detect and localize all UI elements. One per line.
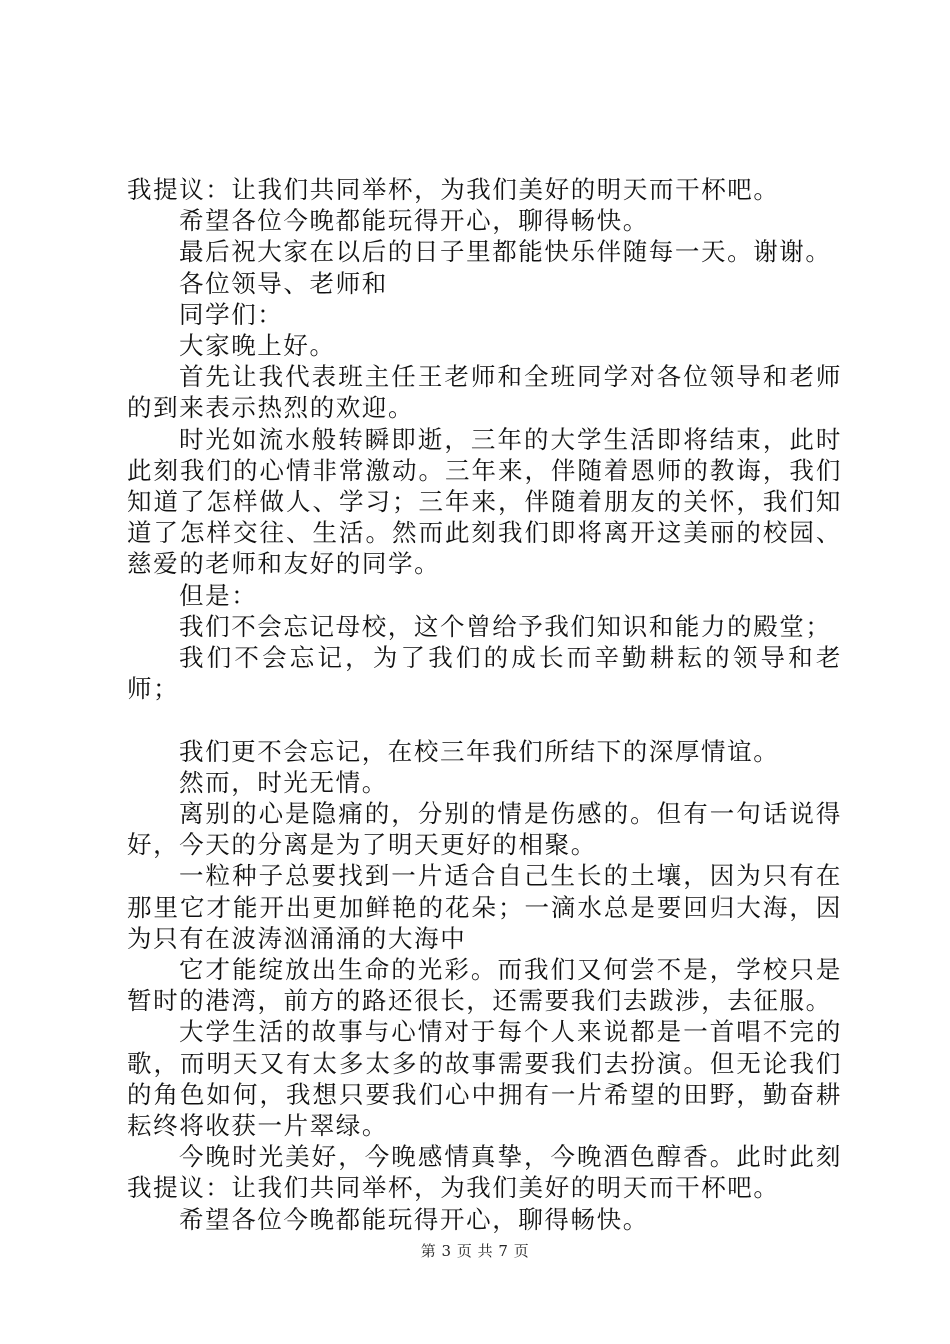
paragraph: 同学们： [179,299,284,329]
paragraph: 离别的心是隐痛的，分别的情是伤感的。但有一句话说得好，今天的分离是为了明天更好的相聚。 [127,799,842,860]
paragraph: 我们不会忘记，为了我们的成长而辛勤耕耘的领导和老师； [127,643,842,704]
paragraph: 大家晚上好。 [179,331,336,361]
paragraph: 一粒种子总要找到一片适合自己生长的土壤，因为只有在那里它才能开出更加鲜艳的花朵；一滴水总是要回归大海，因为只有在波涛汹涌涌的大海中 [127,861,842,953]
paragraph: 首先让我代表班主任王老师和全班同学对各位领导和老师的到来表示热烈的欢迎。 [127,362,842,423]
paragraph: 它才能绽放出生命的光彩。而我们又何尝不是，学校只是暂时的港湾，前方的路还很长，还需要我们去跋涉，去征服。 [127,955,842,1016]
paragraph: 大学生活的故事与心情对于每个人来说都是一首唱不完的歌，而明天又有太多太多的故事需要我们去扮演。但无论我们的角色如何，我想只要我们心中拥有一片希望的田野，勤奋耕耘终将收获一片翠绿。 [127,1017,842,1141]
page-footer: 第 3 页 共 7 页 [420,1242,530,1260]
blank-line [127,704,842,735]
paragraph: 我们更不会忘记，在校三年我们所结下的深厚情谊。 [179,736,780,766]
document-body [127,174,842,1235]
paragraph: 希望各位今晚都能玩得开心，聊得畅快。 [179,206,649,236]
paragraph: 时光如流水般转瞬即逝，三年的大学生活即将结束，此时此刻我们的心情非常激动。三年来，伴随着恩师的教诲，我们知道了怎样做人、学习；三年来，伴随着朋友的关怀，我们知道了怎样交往、生活。然而此刻我们即将离开这美丽的校园、慈爱的老师和友好的同学。 [127,424,842,579]
paragraph: 各位领导、老师和 [179,268,388,298]
paragraph: 希望各位今晚都能玩得开心，聊得畅快。 [179,1204,649,1234]
paragraph: 我提议：让我们共同举杯，为我们美好的明天而干杯吧。 [127,175,780,204]
paragraph: 最后祝大家在以后的日子里都能快乐伴随每一天。谢谢。 [179,237,832,267]
paragraph: 我们不会忘记母校，这个曾给予我们知识和能力的殿堂； [179,611,832,641]
paragraph: 但是： [179,580,258,610]
paragraph: 然而，时光无情。 [179,767,388,797]
paragraph: 今晚时光美好，今晚感情真挚，今晚酒色醇香。此时此刻我提议：让我们共同举杯，为我们美好的明天而干杯吧。 [127,1142,842,1203]
